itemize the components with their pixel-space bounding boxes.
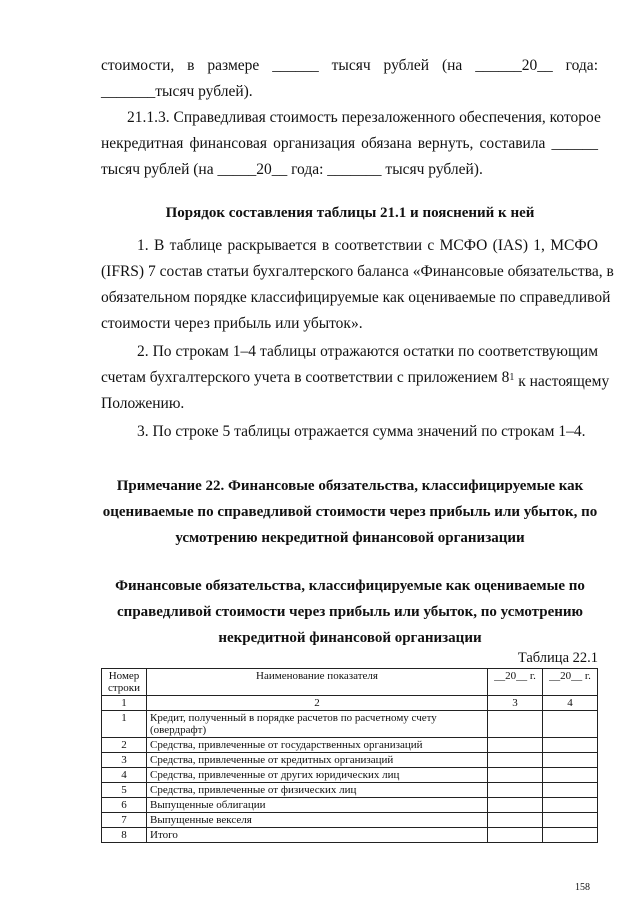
value-cell	[488, 798, 543, 813]
row-number: 7	[102, 813, 147, 828]
row-number: 1	[102, 711, 147, 738]
table-row	[102, 798, 598, 813]
table-caption: Таблица 22.1	[517, 650, 598, 666]
column-number: 4	[543, 696, 598, 711]
value-cell	[488, 738, 543, 753]
value-cell	[488, 828, 543, 843]
column-number: 3	[488, 696, 543, 711]
row-number: 5	[102, 783, 147, 798]
value-cell	[543, 798, 598, 813]
value-cell	[543, 828, 598, 843]
paragraph-line: (IFRS) 7 состав статьи бухгалтерского баланса «Финансовые обязательства, в	[101, 263, 614, 280]
row-number: 2	[102, 738, 147, 753]
paragraph-text: к настоящему	[514, 373, 610, 391]
row-number: 6	[102, 798, 147, 813]
paragraph-line: стоимости, в размере ______ тысяч рублей (на ______20__ года:	[101, 57, 598, 74]
row-name: Кредит, полученный в порядке расчетов по расчетному счету (овердрафт)	[147, 711, 488, 738]
paragraph-line: 3. По строке 5 таблицы отражается сумма значений по строкам 1–4.	[137, 423, 586, 440]
value-cell	[488, 768, 543, 783]
table-row	[102, 738, 598, 753]
table-title-line: Финансовые обязательства, классифицируемые как оцениваемые по	[115, 578, 585, 594]
table-row	[102, 711, 598, 738]
section-heading: Порядок составления таблицы 21.1 и пояснений к ней	[165, 205, 535, 221]
value-cell	[543, 711, 598, 738]
page-number: 158	[575, 882, 590, 893]
data-table	[101, 668, 598, 843]
value-cell	[543, 768, 598, 783]
table-row	[102, 813, 598, 828]
column-numbers-row	[102, 696, 598, 711]
paragraph-line: стоимости через прибыль или убыток».	[101, 315, 363, 332]
paragraph-line: _______тысяч рублей).	[101, 83, 253, 100]
table-row	[102, 828, 598, 843]
row-name: Средства, привлеченные от других юридических лиц	[147, 768, 488, 783]
table-row	[102, 783, 598, 798]
paragraph-line: 2. По строкам 1–4 таблицы отражаются остатки по соответствующим	[137, 343, 598, 360]
paragraph-line: некредитная финансовая организация обязана вернуть, составила ______	[101, 135, 598, 152]
paragraph-line: тысяч рублей (на _____20__ года: _______ тысяч рублей).	[101, 161, 483, 178]
header-indicator-name: Наименование показателя	[147, 669, 488, 696]
value-cell	[543, 753, 598, 768]
row-name: Выпущенные векселя	[147, 813, 488, 828]
footnote-superscript: 1	[509, 372, 515, 383]
paragraph-line: Положению.	[101, 395, 185, 412]
row-number: 3	[102, 753, 147, 768]
value-cell	[488, 783, 543, 798]
row-name: Выпущенные облигации	[147, 798, 488, 813]
row-name: Итого	[147, 828, 488, 843]
column-number: 1	[102, 696, 147, 711]
value-cell	[543, 738, 598, 753]
value-cell	[488, 711, 543, 738]
header-row-number: Номер строки	[102, 669, 147, 696]
table-title-line: справедливой стоимости через прибыль или убыток, по усмотрению	[117, 604, 583, 620]
paragraph-line: 1. В таблице раскрывается в соответствии с МСФО (IAS) 1, МСФО	[137, 237, 598, 254]
value-cell	[543, 813, 598, 828]
note-heading-line: усмотрению некредитной финансовой организации	[175, 530, 525, 546]
column-number: 2	[147, 696, 488, 711]
header-year-2: __20__ г.	[543, 669, 598, 696]
value-cell	[488, 813, 543, 828]
paragraph-text: счетам бухгалтерского учета в соответствии с приложением 8	[101, 369, 510, 386]
note-heading-line: Примечание 22. Финансовые обязательства, классифицируемые как	[116, 478, 584, 494]
value-cell	[488, 753, 543, 768]
paragraph-line: обязательном порядке классифицируемые как оцениваемые по справедливой	[101, 289, 611, 306]
table-row	[102, 753, 598, 768]
table-header-row	[102, 669, 598, 696]
table-title-line: некредитной финансовой организации	[218, 630, 482, 646]
value-cell	[543, 783, 598, 798]
row-name: Средства, привлеченные от физических лиц	[147, 783, 488, 798]
row-name: Средства, привлеченные от кредитных организаций	[147, 753, 488, 768]
row-name: Средства, привлеченные от государственных организаций	[147, 738, 488, 753]
paragraph-line	[101, 368, 610, 392]
header-year-1: __20__ г.	[488, 669, 543, 696]
row-number: 4	[102, 768, 147, 783]
note-heading-line: оцениваемые по справедливой стоимости через прибыль или убыток, по	[102, 504, 598, 520]
row-number: 8	[102, 828, 147, 843]
table-row	[102, 768, 598, 783]
paragraph-line: 21.1.3. Справедливая стоимость перезаложенного обеспечения, которое	[127, 109, 601, 126]
